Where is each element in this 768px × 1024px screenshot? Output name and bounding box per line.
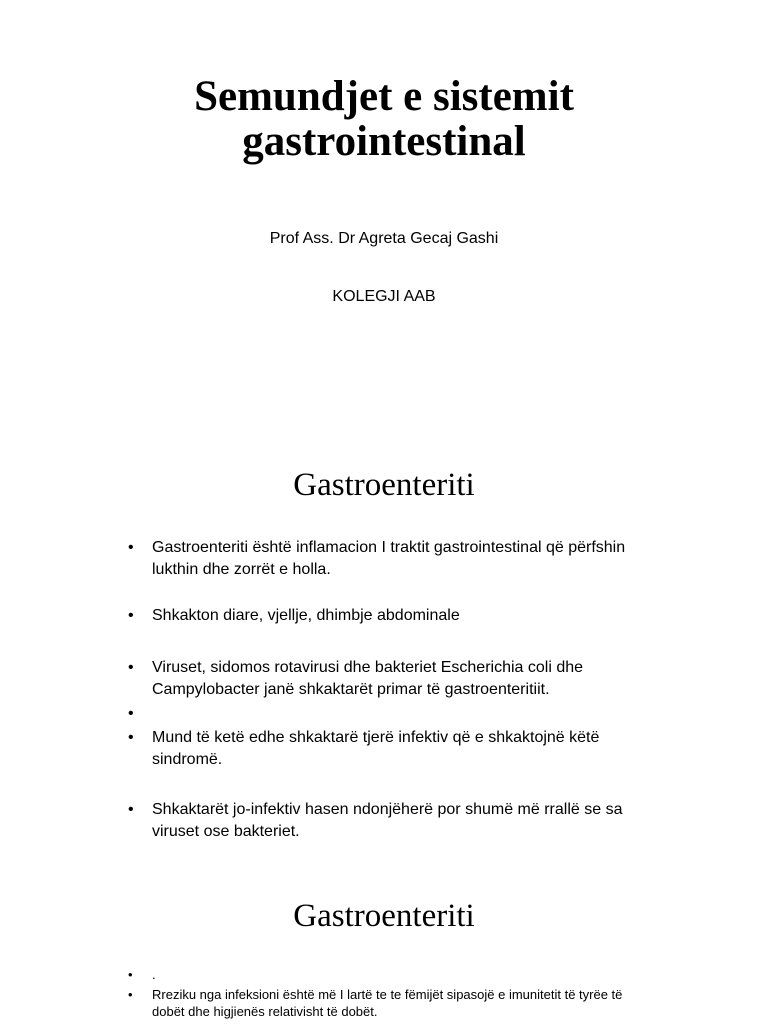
bullet-marker: • [128, 539, 134, 556]
bullet-marker: • [128, 729, 134, 746]
list-item [128, 986, 648, 1020]
list-item [128, 966, 648, 983]
title-line-2: gastrointestinal [242, 118, 526, 165]
bullet-text: . [152, 967, 156, 982]
bullet-marker: • [128, 987, 133, 1002]
bullet-text: Gastroenteriti është inflamacion I traktit gastrointestinal që përfshin lukthin dhe zorrët e holla. [152, 539, 626, 578]
list-item [128, 537, 648, 581]
slide3-heading: Gastroenteriti [293, 898, 475, 934]
bullet-marker: • [128, 705, 134, 722]
author-line: Prof Ass. Dr Agreta Gecaj Gashi [269, 230, 499, 247]
list-item [128, 727, 648, 771]
title-line-1: Semundjet e sistemit [194, 73, 574, 120]
bullet-text: Shkaktarët jo-infektiv hasen ndonjëherë por shumë më rrallë se sa viruset ose bakteriet. [152, 801, 623, 840]
bullet-text: Mund të ketë edhe shkaktarë tjerë infektiv që e shkaktojnë këtë sindromë. [152, 729, 600, 768]
list-item [128, 799, 648, 843]
institution-line: KOLEGJI AAB [332, 288, 436, 305]
presentation-title [0, 74, 768, 164]
slide2-heading: Gastroenteriti [293, 467, 475, 503]
bullet-marker: • [128, 607, 134, 624]
list-item [128, 657, 648, 701]
bullet-text: Shkakton diare, vjellje, dhimbje abdominale [152, 607, 460, 624]
bullet-text: Viruset, sidomos rotavirusi dhe bakteriet Escherichia coli dhe Campylobacter janë shkaktarët primar të gastroenteritiit. [152, 659, 584, 698]
bullet-text: Rreziku nga infeksioni është më I lartë te te fëmijët sipasojë e imunitetit të tyrëe të dobët dhe higjienës relativisht të dobët. [152, 987, 623, 1019]
bullet-marker: • [128, 659, 134, 676]
bullet-marker: • [128, 801, 134, 818]
list-item [128, 605, 648, 627]
bullet-marker: • [128, 967, 133, 982]
